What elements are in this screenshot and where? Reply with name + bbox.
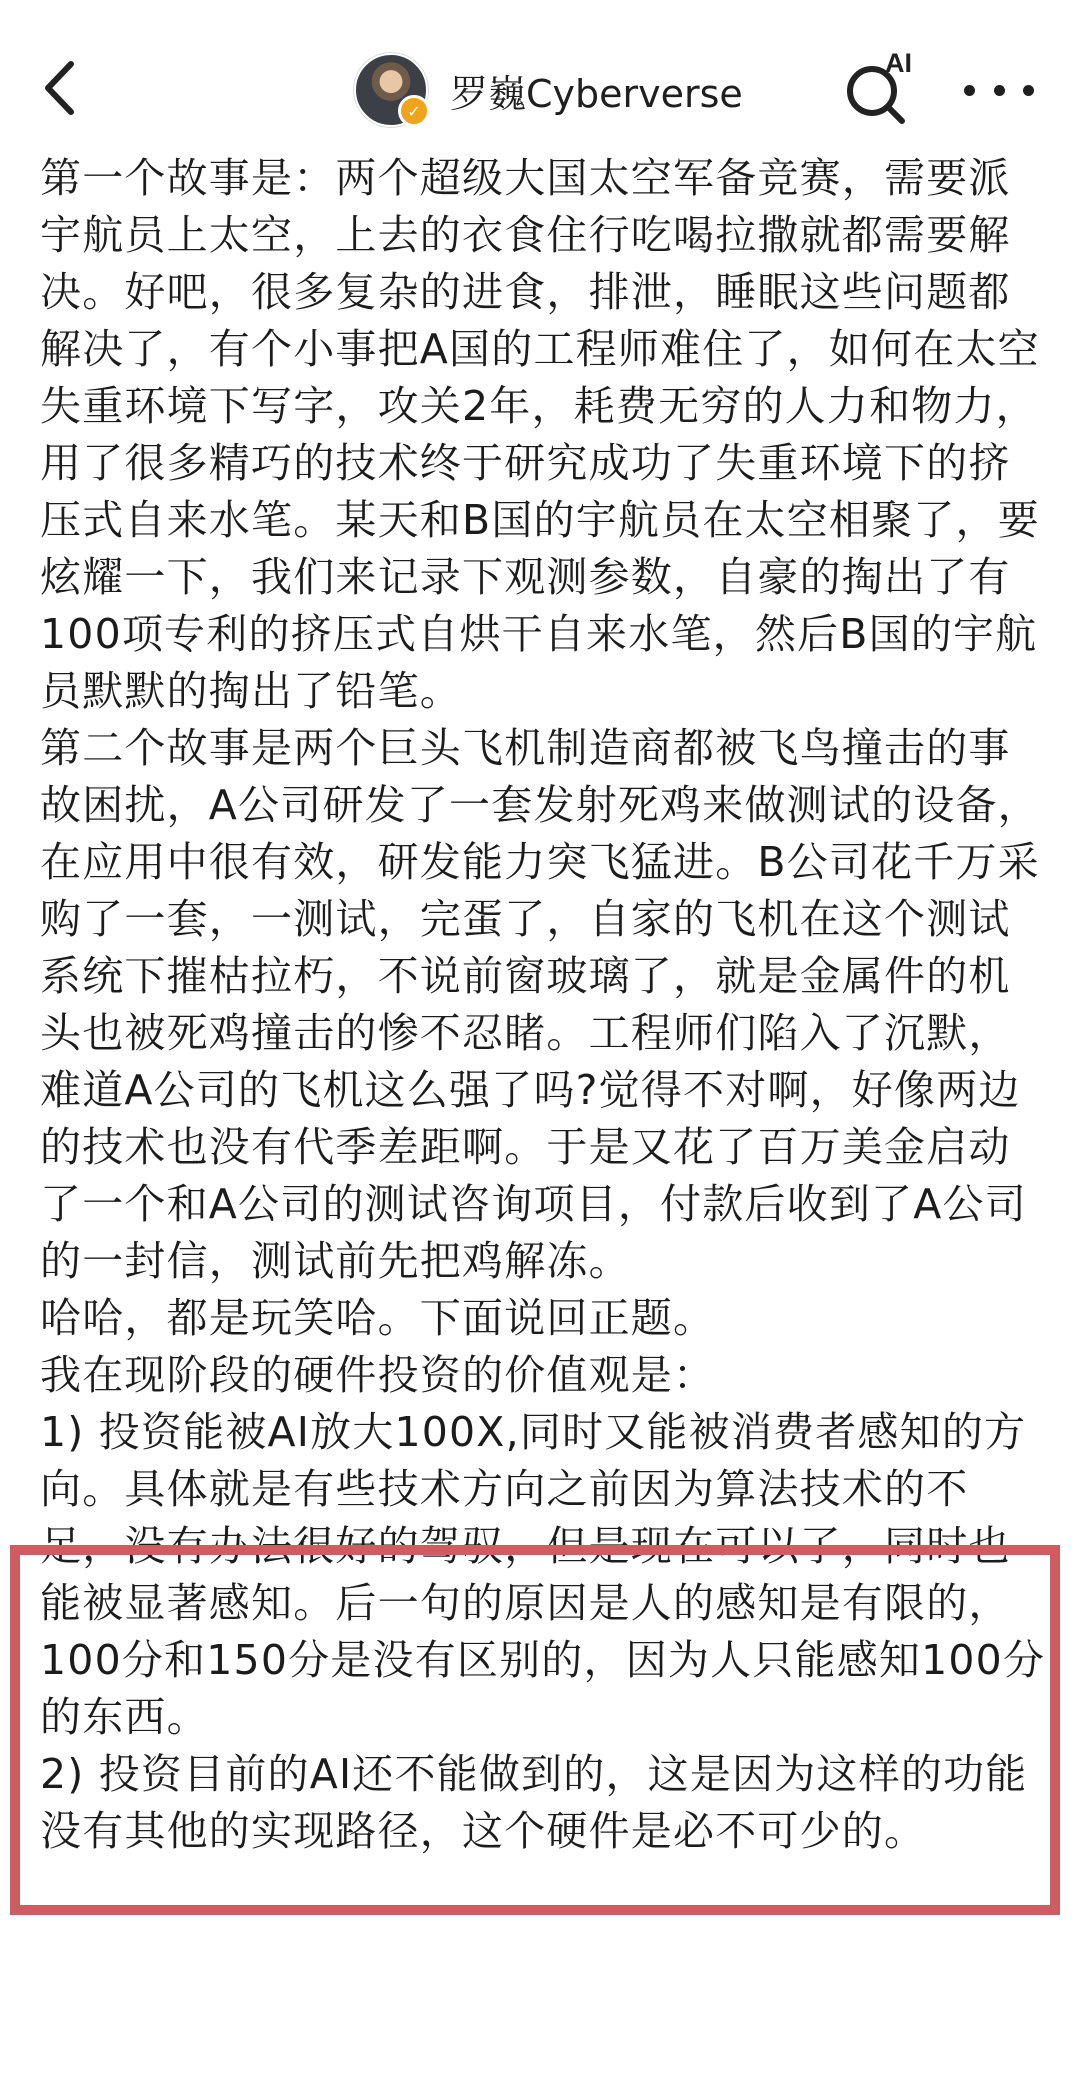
back-arrow-icon <box>38 56 88 120</box>
top-navigation-bar <box>0 0 1080 170</box>
ai-search-icon <box>842 48 924 128</box>
more-options-button[interactable] <box>964 78 1034 102</box>
article-paragraph: 第二个故事是两个巨头飞机制造商都被飞鸟撞击的事故困扰，A公司研发了一套发射死鸡来做测试的设备，在应用中很有效，研发能力突飞猛进。B公司花千万采购了一套，一测试，完蛋了，自家的飞机在这个测试系统下摧枯拉朽，不说前窗玻璃了，就是金属件的机头也被死鸡撞击的惨不忍睹。工程师们陷入了沉默，难道A公司的飞机这么强了吗?觉得不对啊，好像两边的技术也没有代季差距啊。于是又花了百万美金启动了一个和A公司的测试咨询项目，付款后收到了A公司的一封信，测试前先把鸡解冻。 <box>40 724 1040 1285</box>
article-content <box>40 150 1050 1860</box>
user-avatar[interactable] <box>354 53 428 127</box>
verified-badge-icon: ✓ <box>398 95 430 127</box>
author-profile[interactable] <box>354 54 743 126</box>
author-name[interactable]: 罗巍Cyberverse <box>450 71 743 116</box>
more-icon-dot <box>1023 85 1034 96</box>
ai-search-button[interactable] <box>842 48 924 128</box>
article-paragraph: 2) 投资目前的AI还不能做到的，这是因为这样的功能没有其他的实现路径，这个硬件是必不可少的。 <box>40 1750 1028 1855</box>
back-button[interactable] <box>38 56 88 120</box>
article-paragraph: 哈哈，都是玩笑哈。下面说回正题。 <box>40 1294 716 1342</box>
svg-text:AI: AI <box>885 48 912 78</box>
more-icon-dot <box>964 85 975 96</box>
article-paragraph: 我在现阶段的硬件投资的价值观是： <box>40 1351 716 1399</box>
highlighted-paragraph: 1) 投资能被AI放大100X,同时又能被消费者感知的方向。具体就是有些技术方向之前因为算法技术的不足，没有办法很好的驾驭，但是现在可以了，同时也能被显著感知。后一句的原因是人的感知是有限的，100分和150分是没有区别的，因为人只能感知100分的东西。 <box>40 1408 1046 1741</box>
article-paragraph: 第一个故事是：两个超级大国太空军备竞赛，需要派宇航员上太空，上去的衣食住行吃喝拉撒就都需要解决。好吧，很多复杂的进食，排泄，睡眠这些问题都解决了，有个小事把A国的工程师难住了，如何在太空失重环境下写字，攻关2年，耗费无穷的人力和物力，用了很多精巧的技术终于研究成功了失重环境下的挤压式自来水笔。某天和B国的宇航员在太空相聚了，要炫耀一下，我们来记录下观测参数，自豪的掏出了有100项专利的挤压式自烘干自来水笔，然后B国的宇航员默默的掏出了铅笔。 <box>40 154 1040 715</box>
more-icon-dot <box>994 85 1005 96</box>
